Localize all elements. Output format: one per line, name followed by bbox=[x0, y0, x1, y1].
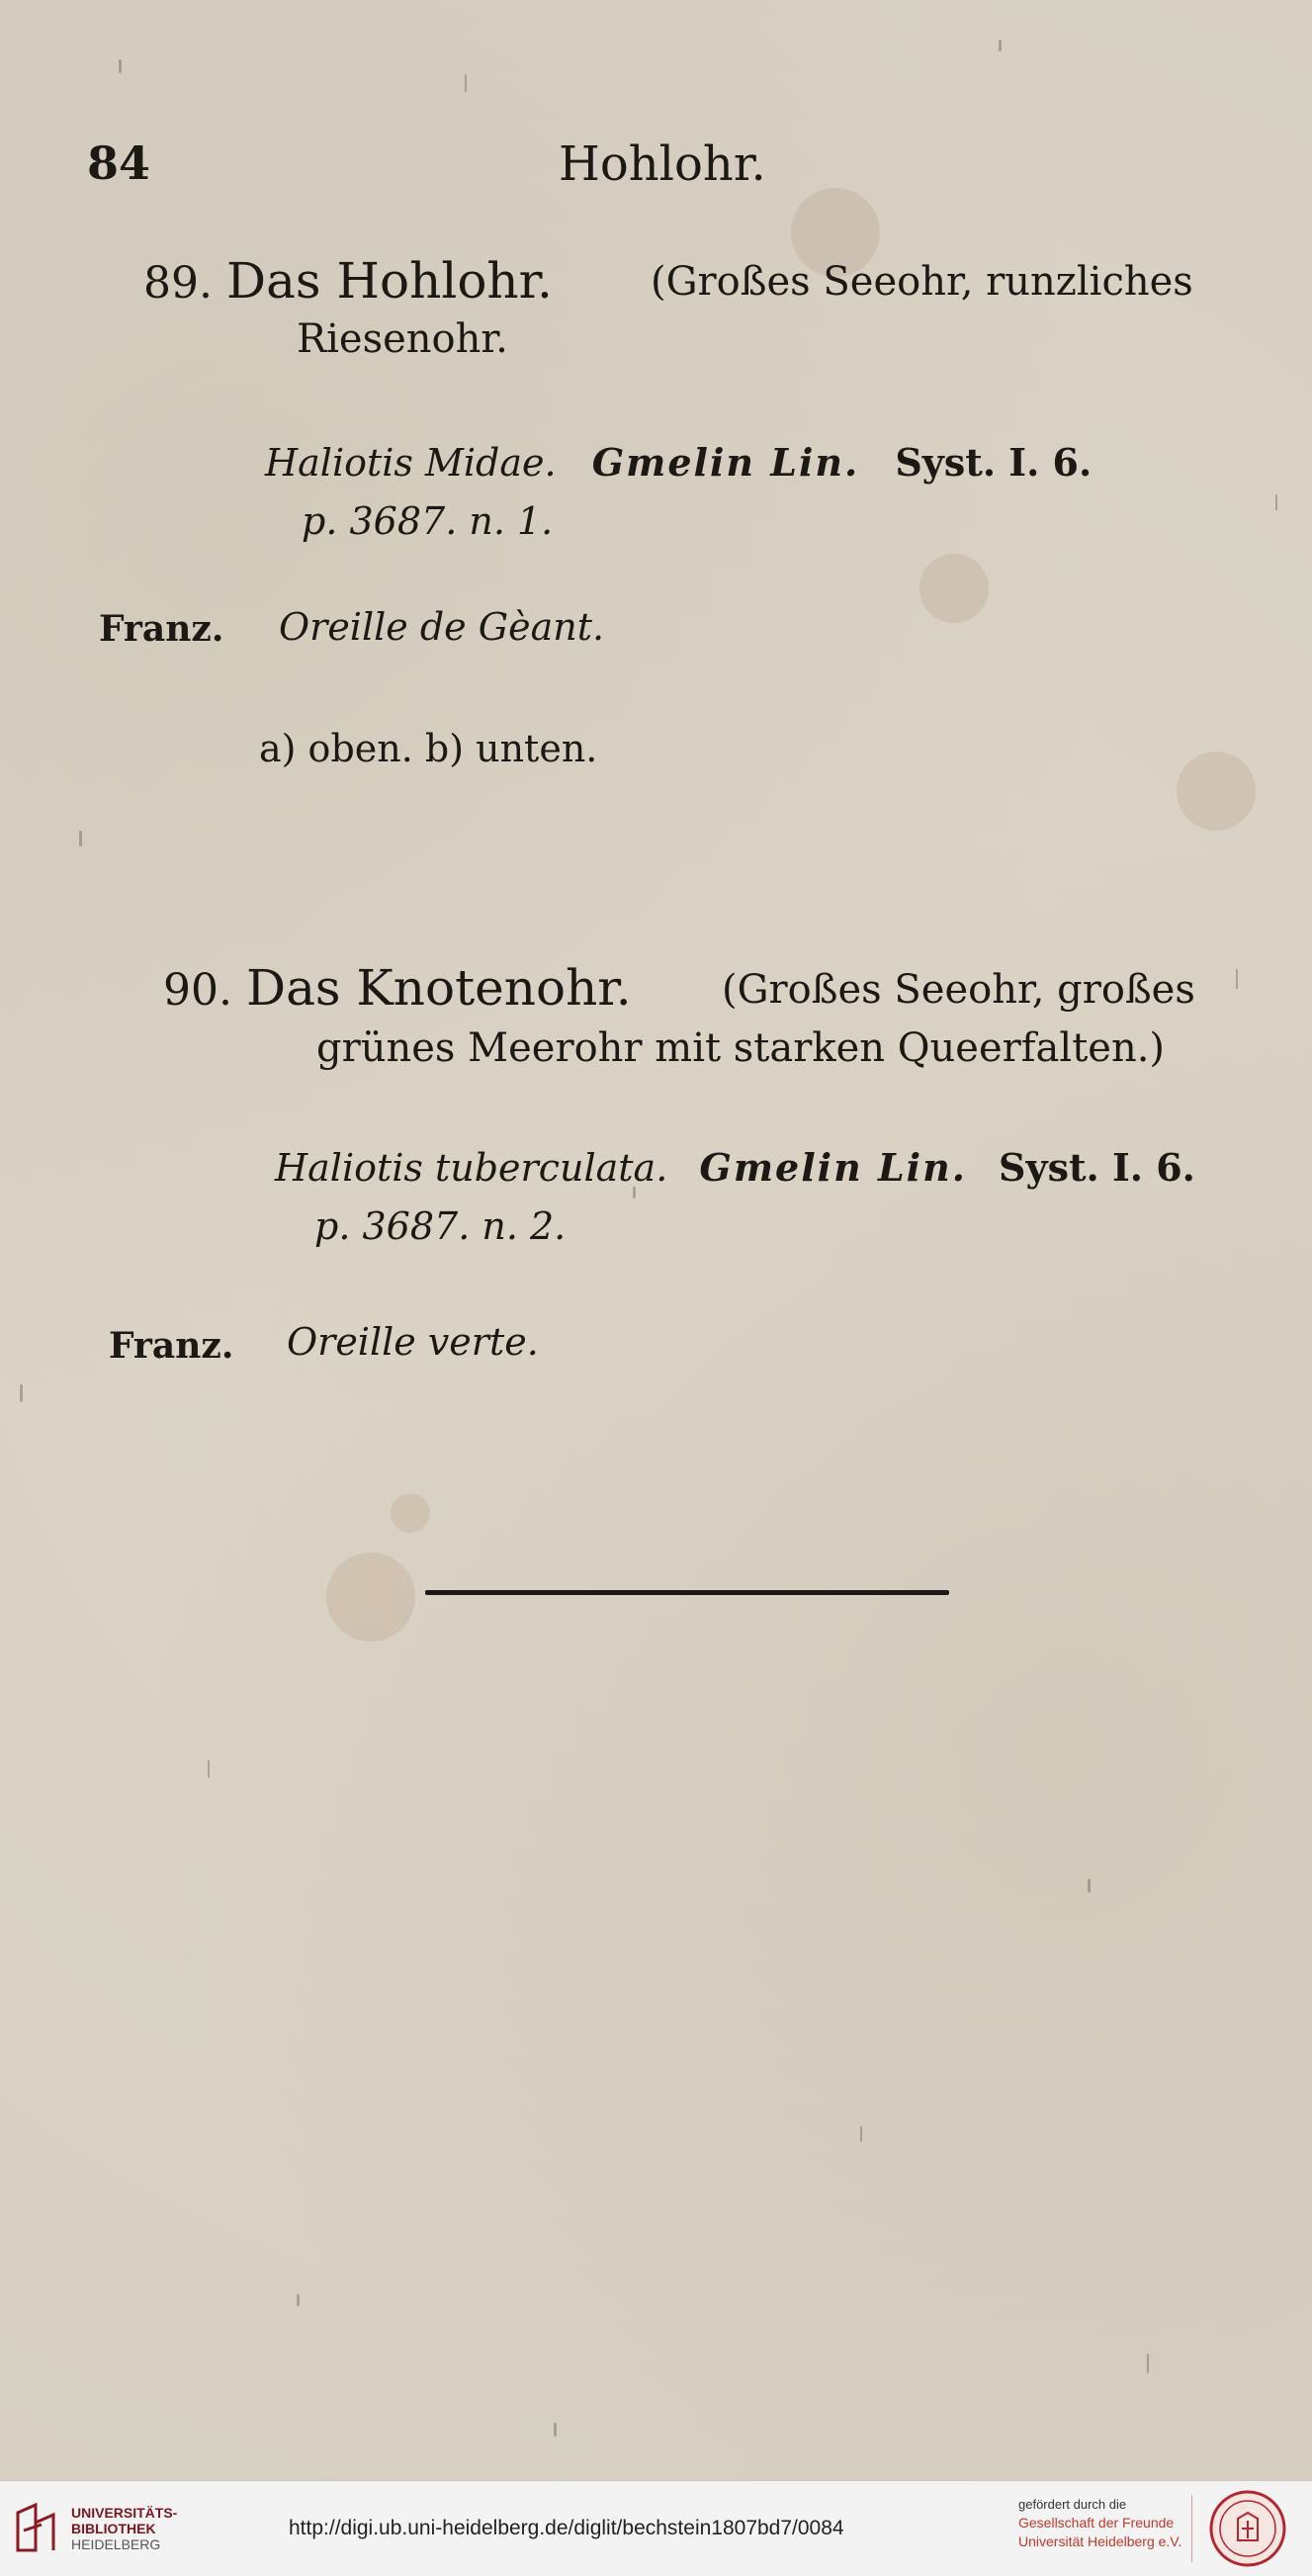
fleck bbox=[860, 2126, 862, 2142]
stain bbox=[919, 554, 989, 623]
fleck bbox=[297, 2294, 300, 2306]
franz-value: Oreille verte. bbox=[287, 1320, 539, 1364]
fleck bbox=[1147, 2354, 1149, 2373]
author: Gmelin Lin. bbox=[591, 440, 860, 485]
species-name: Haliotis tuberculata. bbox=[275, 1146, 668, 1190]
franz-value: Oreille de Gèant. bbox=[279, 605, 605, 649]
entry-90-synonyms: (Großes Seeohr, großes bbox=[722, 967, 1195, 1013]
stain bbox=[1177, 752, 1256, 831]
library-logo-text bbox=[71, 2505, 177, 2552]
sponsor-credit bbox=[1018, 2495, 1181, 2551]
viewer-footer bbox=[0, 2480, 1312, 2576]
entry-90-heading bbox=[163, 959, 632, 1017]
running-title: Hohlohr. bbox=[559, 136, 766, 192]
entry-90-page-ref: p. 3687. n. 2. bbox=[314, 1204, 567, 1248]
fleck bbox=[20, 1384, 23, 1402]
entry-90-reference bbox=[275, 1145, 1195, 1190]
entry-number: 89. bbox=[143, 258, 213, 309]
franz-label: Franz. bbox=[99, 608, 224, 650]
entry-number: 90. bbox=[163, 965, 232, 1016]
sponsor-line-2: Gesellschaft der Freunde bbox=[1018, 2515, 1175, 2531]
entry-89-reference bbox=[265, 440, 1092, 485]
sponsor-line-3: Universität Heidelberg e.V. bbox=[1018, 2533, 1182, 2549]
section-rule bbox=[425, 1590, 949, 1595]
species-name: Haliotis Midae. bbox=[265, 441, 557, 485]
logo-line-2: BIBLIOTHEK bbox=[71, 2521, 156, 2536]
fleck bbox=[1275, 494, 1277, 510]
entry-89-heading bbox=[143, 252, 553, 310]
fleck bbox=[79, 831, 82, 846]
sponsor-line-1: gefördert durch die bbox=[1018, 2497, 1127, 2512]
entry-name: Das Hohlohr. bbox=[225, 252, 553, 310]
fleck bbox=[1088, 1879, 1091, 1893]
library-logo-icon bbox=[12, 2503, 59, 2554]
logo-line-3: HEIDELBERG bbox=[71, 2536, 161, 2552]
entry-89-synonyms: (Großes Seeohr, runzliches bbox=[651, 259, 1193, 305]
entry-90-synonyms-cont: grünes Meerohr mit starken Queerfalten.) bbox=[316, 1025, 1166, 1071]
fleck bbox=[554, 2423, 557, 2437]
entry-89-synonyms-cont: Riesenohr. bbox=[297, 316, 508, 362]
fleck bbox=[119, 59, 122, 73]
franz-label: Franz. bbox=[109, 1325, 234, 1367]
stain bbox=[391, 1493, 430, 1533]
author: Gmelin Lin. bbox=[699, 1145, 967, 1190]
entry-name: Das Knotenohr. bbox=[245, 959, 632, 1017]
footer-divider bbox=[1191, 2495, 1192, 2562]
figure-labels: a) oben. b) unten. bbox=[259, 727, 598, 770]
fleck bbox=[1236, 969, 1238, 989]
page-number: 84 bbox=[87, 136, 151, 190]
stain bbox=[326, 1553, 415, 1642]
entry-89-page-ref: p. 3687. n. 1. bbox=[302, 499, 554, 543]
system-ref: Syst. I. 6. bbox=[895, 440, 1093, 485]
permalink-url[interactable]: http://digi.ub.uni-heidelberg.de/diglit/bechstein1807bd7/0084 bbox=[289, 2517, 844, 2539]
logo-line-1: UNIVERSITÄTS- bbox=[71, 2505, 178, 2521]
fleck bbox=[999, 40, 1002, 51]
fleck bbox=[208, 1760, 210, 1778]
university-seal-icon bbox=[1208, 2489, 1287, 2568]
fleck bbox=[465, 74, 467, 92]
system-ref: Syst. I. 6. bbox=[999, 1145, 1195, 1190]
